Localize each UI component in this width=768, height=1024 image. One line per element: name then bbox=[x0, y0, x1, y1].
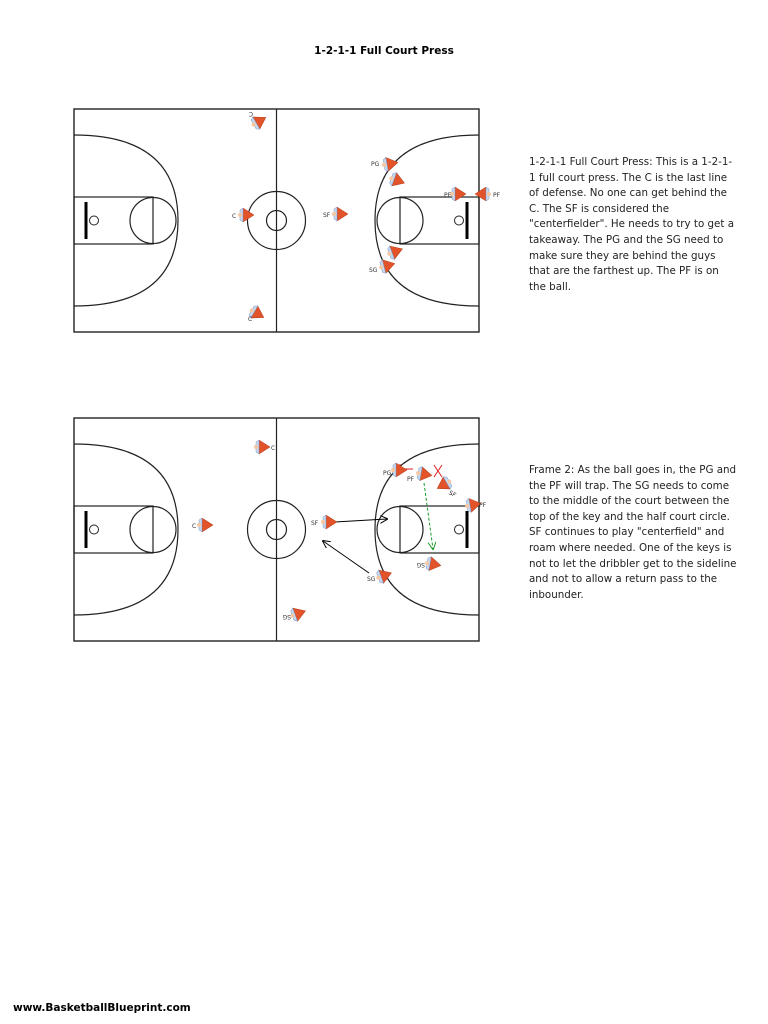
svg-text:C: C bbox=[232, 213, 237, 220]
svg-text:PF: PF bbox=[407, 476, 415, 483]
court-diagram-frame-1 bbox=[73, 108, 501, 333]
svg-text:PG: PG bbox=[371, 161, 380, 168]
svg-text:SG: SG bbox=[367, 576, 376, 583]
svg-text:C: C bbox=[271, 445, 276, 452]
svg-text:C: C bbox=[248, 110, 253, 117]
svg-text:SF: SF bbox=[311, 520, 319, 527]
court-lines bbox=[74, 418, 479, 641]
svg-text:C: C bbox=[248, 316, 253, 323]
court-lines bbox=[74, 109, 479, 332]
svg-text:SG: SG bbox=[282, 613, 291, 620]
svg-text:PF: PF bbox=[444, 192, 452, 199]
page-title: 1-2-1-1 Full Court Press bbox=[314, 45, 454, 57]
svg-text:PF: PF bbox=[493, 192, 501, 199]
svg-text:PG: PG bbox=[383, 470, 392, 477]
svg-text:SF: SF bbox=[323, 212, 331, 219]
svg-text:C: C bbox=[192, 523, 197, 530]
svg-text:PF: PF bbox=[479, 502, 487, 509]
svg-text:SG: SG bbox=[369, 267, 378, 274]
court-diagram-frame-2 bbox=[73, 417, 487, 642]
footer-url: www.BasketballBlueprint.com bbox=[13, 1002, 191, 1014]
frame-1-description: 1-2-1-1 Full Court Press: This is a 1-2-1-1 full court press. The C is the last line of defense. No one can get behind the C. The SF is considered the "centerfielder". He needs to try to get a takeaway. The PG and the SG need to make sure they are behind the guys that are the farthest up. The PF is on the ball. bbox=[529, 156, 735, 293]
frame-2-description: Frame 2: As the ball goes in, the PG and the PF will trap. The SG needs to come to the middle of the court between the top of the key and the half court circle. SF continues to play "centerfield" and roam where needed. One of the keys is not to let the dribbler get to the sideline and not to allow a return pass to the inbounder. bbox=[529, 464, 737, 601]
svg-text:SF: SF bbox=[447, 489, 458, 500]
svg-text:SG: SG bbox=[416, 561, 425, 568]
